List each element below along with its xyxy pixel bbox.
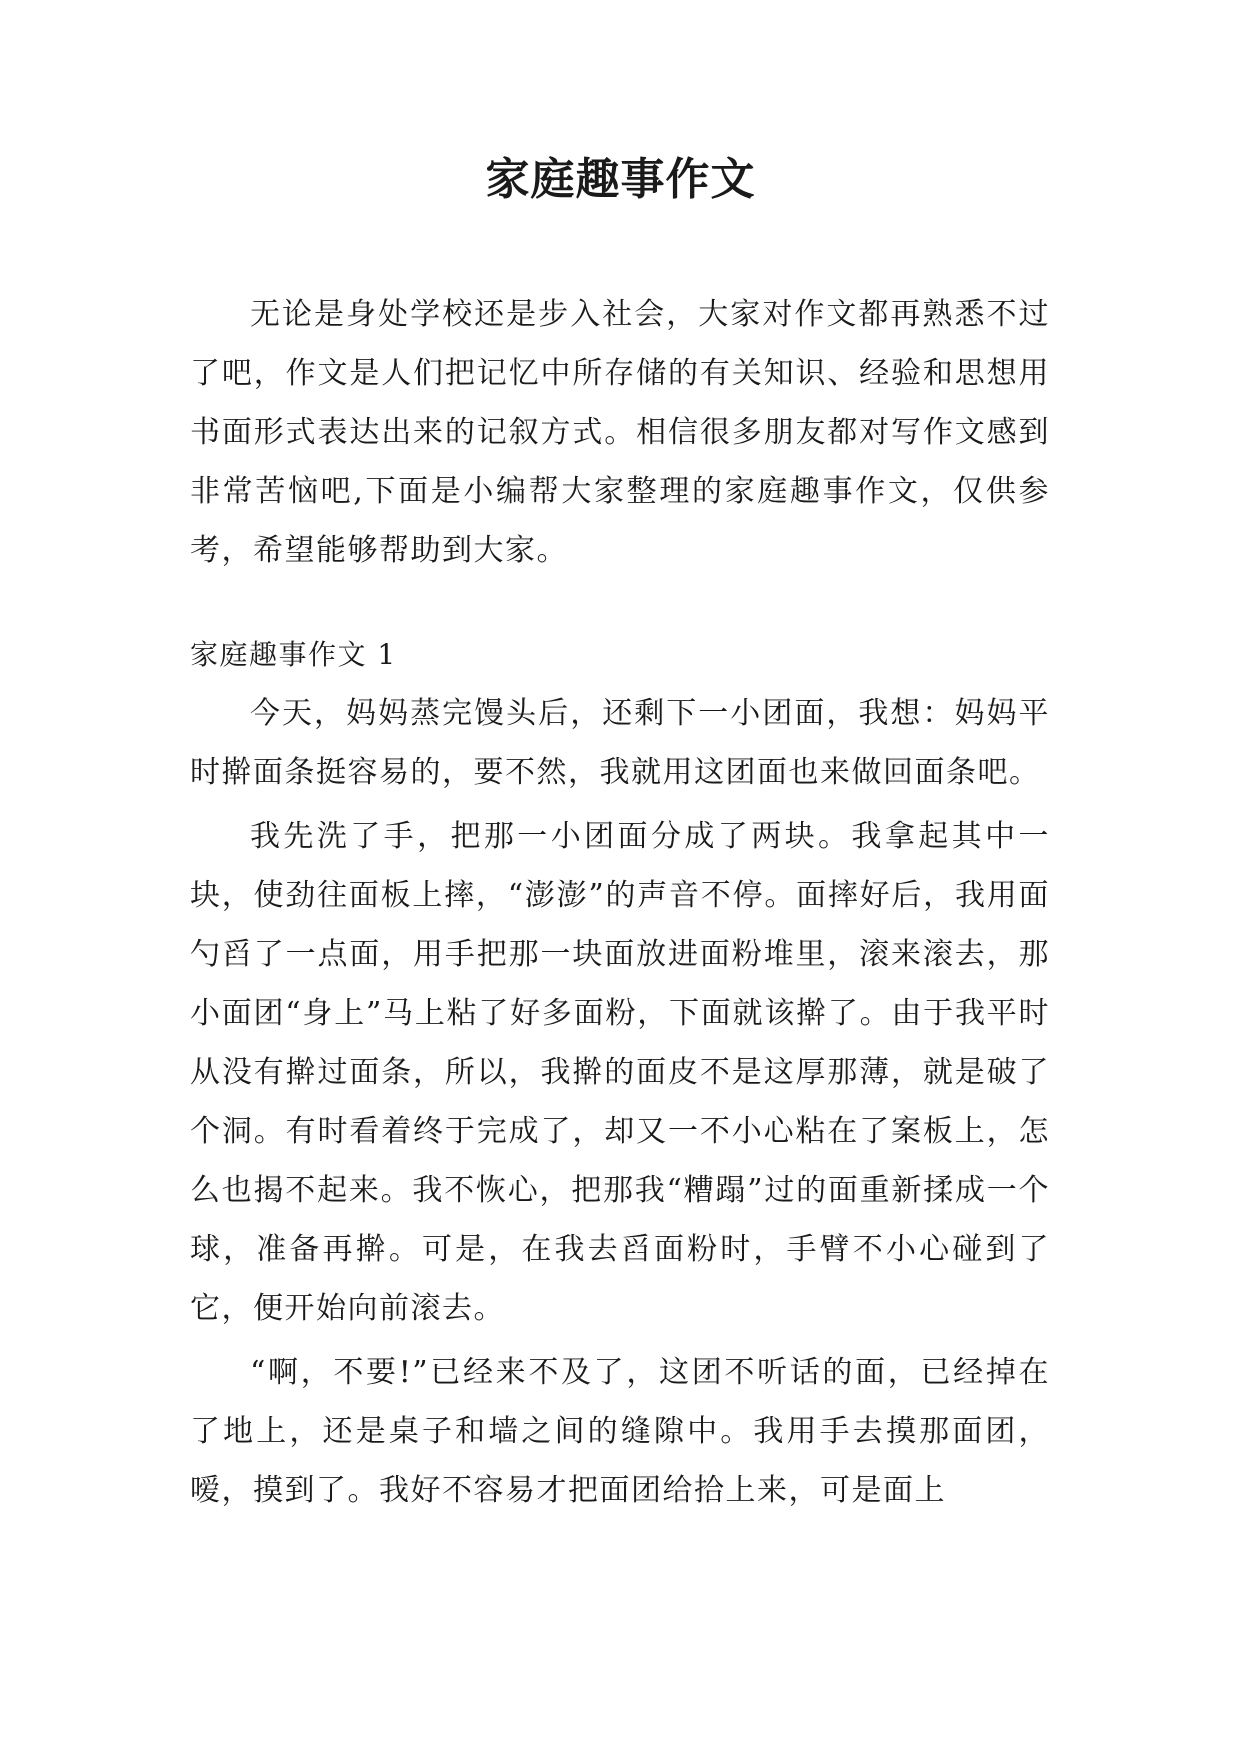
body-paragraph: 我先洗了手，把那一小团面分成了两块。我拿起其中一块，使劲往面板上摔，“澎澎”的声音不停。面摔好后，我用面勺舀了一点面，用手把那一块面放进面粉堆里，滚来滚去，那小面团“身上”马上粘了好多面粉，下面就该擀了。由于我平时从没有擀过面条，所以，我擀的面皮不是这厚那薄，就是破了个洞。有时看着终于完成了，却又一不小心粘在了案板上，怎么也揭不起来。我不恢心，把那我“糟蹋”过的面重新揉成一个球，准备再擀。可是，在我去舀面粉时，手臂不小心碰到了它，便开始向前滚去。 [190, 819, 1050, 1326]
body-paragraph: “啊，不要!”已经来不及了，这团不听话的面，已经掉在了地上，还是桌子和墙之间的缝隙中。我用手去摸那面团，嗳，摸到了。我好不容易才把面团给拾上来，可是面上 [190, 1355, 1050, 1508]
intro-paragraph: 无论是身处学校还是步入社会，大家对作文都再熟悉不过了吧，作文是人们把记忆中所存储的有关知识、经验和思想用书面形式表达出来的记叙方式。相信很多朋友都对写作文感到非常苦恼吧,下面是小编帮大家整理的家庭趣事作文，仅供参考，希望能够帮助到大家。 [190, 297, 1050, 568]
document-title: 家庭趣事作文 [485, 154, 756, 205]
section-heading: 家庭趣事作文 1 [190, 638, 397, 671]
document-body [190, 285, 1050, 1520]
body-paragraph: 今天，妈妈蒸完馒头后，还剩下一小团面，我想：妈妈平时擀面条挺容易的，要不然，我就用这团面也来做回面条吧。 [190, 696, 1050, 790]
